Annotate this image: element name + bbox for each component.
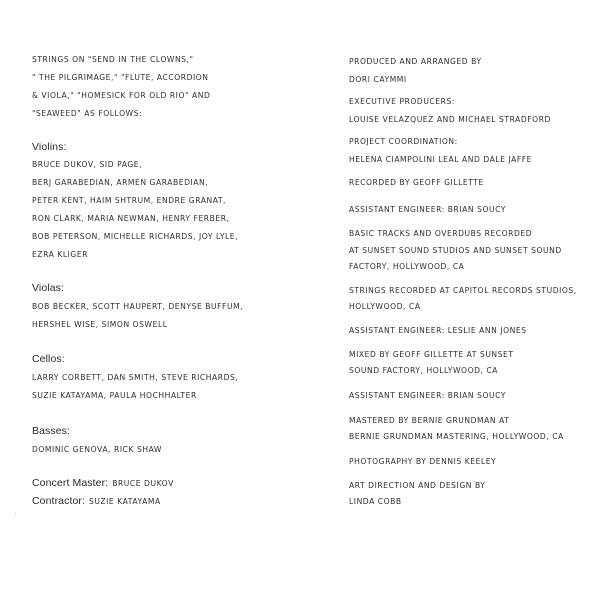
credit-line: EXECUTIVE PRODUCERS: [349, 97, 455, 106]
violins-line: RON CLARK, MARIA NEWMAN, HENRY FERBER, [32, 214, 230, 223]
credit-line: PRODUCED AND ARRANGED BY [349, 57, 482, 66]
cellos-line: LARRY CORBETT, DAN SMITH, STEVE RICHARDS, [32, 373, 239, 382]
violins-line: EZRA KLIGER [32, 250, 89, 259]
credit-line: LINDA COBB [349, 497, 402, 506]
basses-heading: Basses: [32, 425, 71, 437]
intro-line: "SEAWEED" AS FOLLOWS: [32, 109, 143, 118]
paper-speck [15, 513, 16, 514]
credit-line: MASTERED BY BERNIE GRUNDMAN AT [349, 416, 510, 425]
credit-line: BERNIE GRUNDMAN MASTERING, HOLLYWOOD, CA [349, 432, 564, 441]
cellos-heading: Cellos: [32, 353, 65, 365]
credit-line: HELENA CIAMPOLINI LEAL AND DALE JAFFE [349, 155, 533, 164]
credit-line: LOUISE VELAZQUEZ AND MICHAEL STRADFORD [349, 115, 551, 124]
credit-line: ASSISTANT ENGINEER: LESLIE ANN JONES [349, 326, 527, 335]
credit-line: FACTORY, HOLLYWOOD, CA [349, 262, 465, 271]
contractor-label: Contractor: [32, 495, 86, 507]
violins-line: BERJ GARABEDIAN, ARMEN GARABEDIAN, [32, 178, 209, 187]
concert-master-label: Concert Master: [32, 477, 109, 489]
violins-heading: Violins: [32, 141, 67, 153]
credit-line: DORI CAYMMI [349, 75, 407, 84]
credit-line: MIXED BY GEOFF GILLETTE AT SUNSET [349, 350, 514, 359]
violas-heading: Violas: [32, 282, 65, 294]
concert-master-row [32, 478, 174, 489]
credit-line: AT SUNSET SOUND STUDIOS AND SUNSET SOUND [349, 246, 562, 255]
contractor-row [32, 496, 161, 507]
credit-line: ART DIRECTION AND DESIGN BY [349, 481, 486, 490]
intro-line: STRINGS ON "SEND IN THE CLOWNS," [32, 55, 194, 64]
credit-line: STRINGS RECORDED AT CAPITOL RECORDS STUDIOS, [349, 286, 577, 295]
intro-line: " THE PILGRIMAGE," "FLUTE, ACCORDION [32, 73, 209, 82]
cellos-line: SUZIE KATAYAMA, PAULA HOCHHALTER [32, 391, 197, 400]
basses-line: DOMINIC GENOVA, RICK SHAW [32, 445, 162, 454]
concert-master-value: BRUCE DUKOV [112, 479, 174, 488]
credit-line: BASIC TRACKS AND OVERDUBS RECORDED [349, 229, 533, 238]
credit-line: ASSISTANT ENGINEER: BRIAN SOUCY [349, 205, 506, 214]
credit-line: HOLLYWOOD, CA [349, 302, 421, 311]
violas-line: BOB BECKER, SCOTT HAUPERT, DENYSE BUFFUM, [32, 302, 244, 311]
contractor-value: SUZIE KATAYAMA [89, 497, 161, 506]
credit-line: PROJECT COORDINATION: [349, 137, 458, 146]
violins-line: PETER KENT, HAIM SHTRUM, ENDRE GRANAT, [32, 196, 227, 205]
violins-line: BRUCE DUKOV, SID PAGE, [32, 160, 143, 169]
credit-line: ASSISTANT ENGINEER: BRIAN SOUCY [349, 391, 506, 400]
intro-line: & VIOLA," "HOMESICK FOR OLD RIO" AND [32, 91, 211, 100]
credit-line: RECORDED BY GEOFF GILLETTE [349, 178, 484, 187]
violins-line: BOB PETERSON, MICHELLE RICHARDS, JOY LYLE, [32, 232, 239, 241]
credit-line: SOUND FACTORY, HOLLYWOOD, CA [349, 366, 499, 375]
credit-line: PHOTOGRAPHY BY DENNIS KEELEY [349, 457, 497, 466]
violas-line: HERSHEL WISE, SIMON OSWELL [32, 320, 168, 329]
